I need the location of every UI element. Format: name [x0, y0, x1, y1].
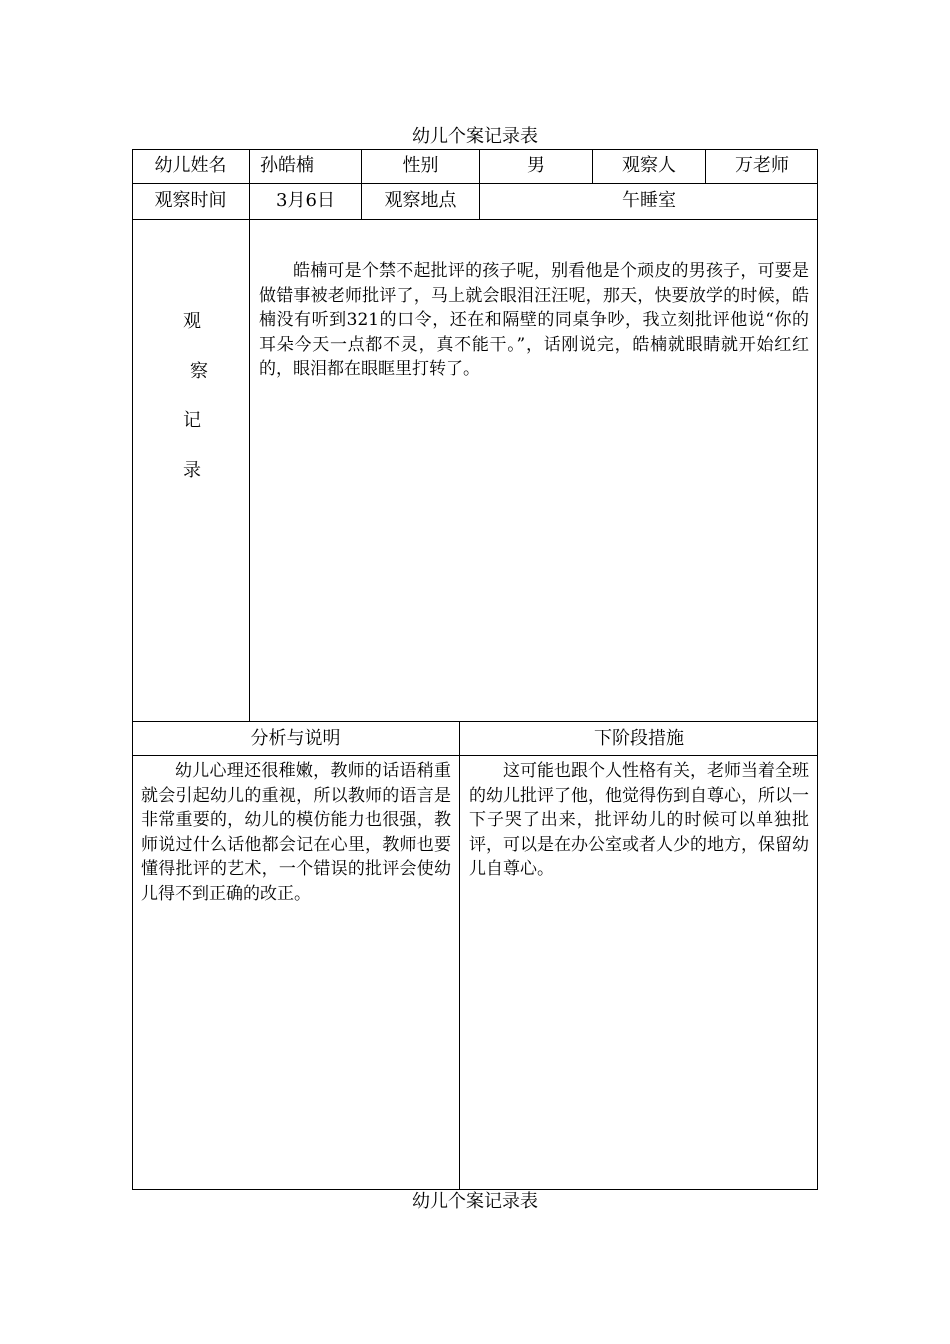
- column-divider: [459, 721, 460, 1190]
- time-value: 3月6日: [276, 190, 335, 211]
- analysis-text: 幼儿心理还很稚嫩，教师的话语稍重就会引起幼儿的重视，所以教师的语言是非常重要的，幼儿的模仿能力也很强，教师说过什么话他都会记在心里，教师也要懂得批评的艺术，一个错误的批评会使幼儿得不到正确的改正。: [141, 761, 451, 904]
- footer-title: 幼儿个案记录表: [412, 1191, 538, 1212]
- row-divider: [132, 219, 818, 220]
- column-divider: [249, 149, 250, 721]
- name-value: 孙皓楠: [260, 155, 314, 176]
- observer-value: 万老师: [735, 155, 789, 176]
- observation-label-char: 察: [190, 361, 208, 382]
- next-steps-text: 这可能也跟个人性格有关，老师当着全班的幼儿批评了他，他觉得伤到自尊心，所以一下子哭了出来，批评幼儿的时候可以单独批评，可以是在办公室或者人少的地方，保留幼儿自尊心。: [469, 761, 809, 879]
- time-label: 观察时间: [154, 190, 227, 211]
- observation-label-char: 记: [183, 410, 201, 431]
- gender-label: 性别: [402, 155, 439, 176]
- place-value: 午睡室: [622, 190, 676, 211]
- name-label: 幼儿姓名: [154, 155, 227, 176]
- gender-value: 男: [527, 155, 545, 176]
- place-label: 观察地点: [384, 190, 457, 211]
- next-steps-header: 下阶段措施: [594, 728, 684, 749]
- observation-label-char: 录: [183, 460, 201, 481]
- form-title: 幼儿个案记录表: [412, 126, 538, 147]
- observer-label: 观察人: [622, 155, 676, 176]
- observation-text: 皓楠可是个禁不起批评的孩子呢，别看他是个顽皮的男孩子，可要是做错事被老师批评了，马上就会眼泪汪汪呢，那天，快要放学的时候，皓楠没有听到321的口令，还在和隔壁的同桌争吵，我立刻批评他说“你的耳朵今天一点都不灵，真不能干。”，话刚说完，皓楠就眼睛就开始红红的，眼泪都在眼眶里打转了。: [259, 261, 809, 379]
- observation-label-char: 观: [183, 311, 201, 332]
- row-divider: [132, 755, 818, 756]
- analysis-header: 分析与说明: [250, 728, 341, 749]
